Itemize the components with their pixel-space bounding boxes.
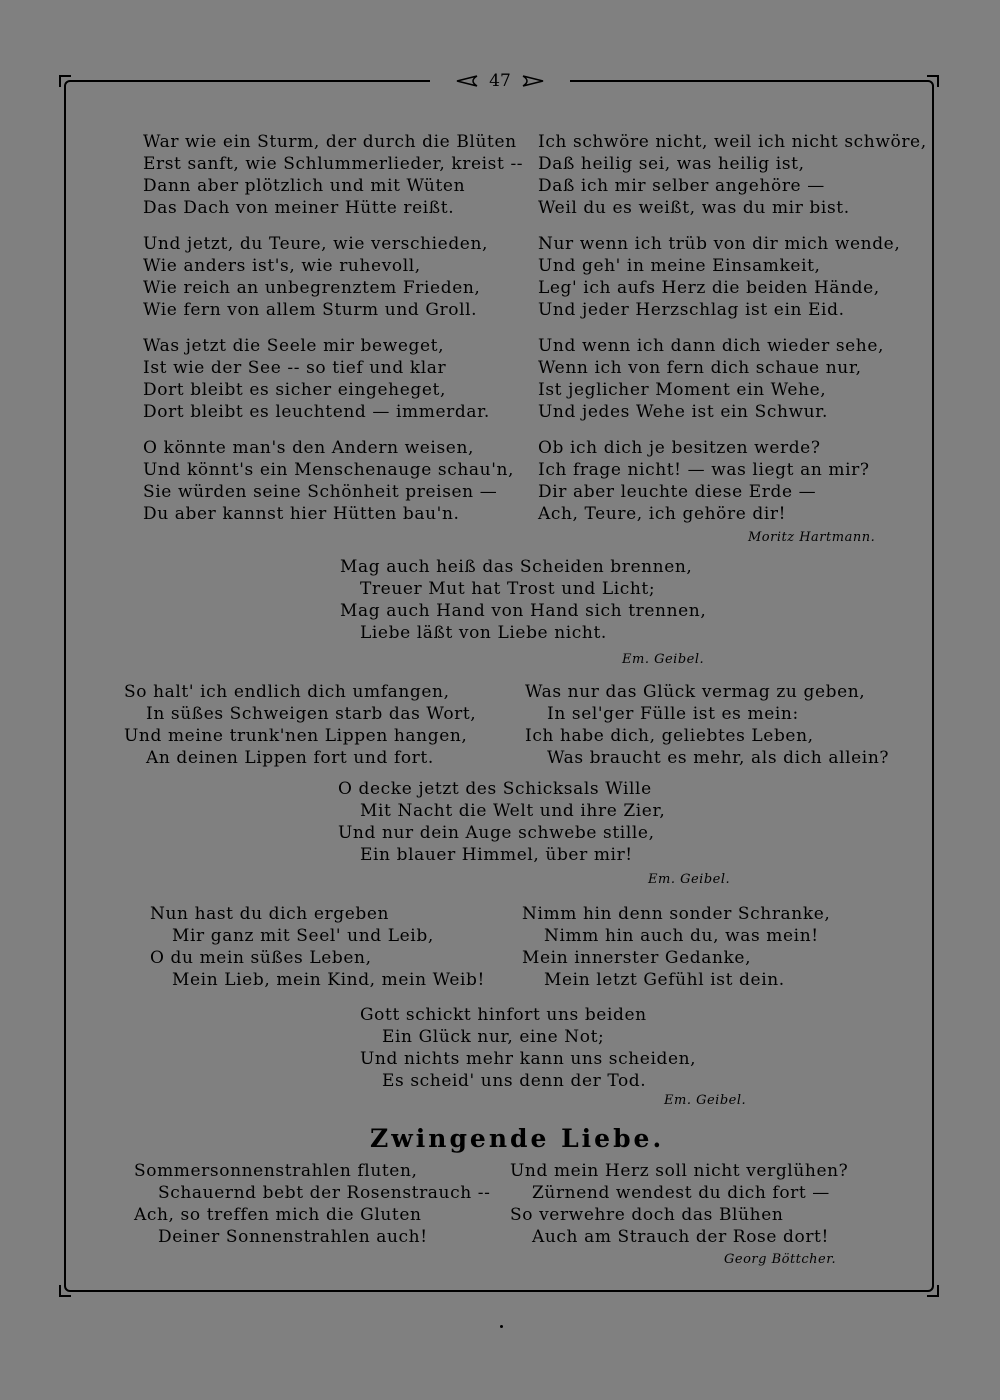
poem-line: O könnte man's den Andern weisen, xyxy=(143,438,475,458)
poem-line: O du mein süßes Leben, xyxy=(150,948,372,968)
poem-line: Wie anders ist's, wie ruhevoll, xyxy=(143,256,421,276)
poem-line: Ich frage nicht! — was liegt an mir? xyxy=(538,460,870,480)
poem-line: Nimm hin auch du, was mein! xyxy=(544,926,819,946)
poem-line: Leg' ich aufs Herz die beiden Hände, xyxy=(538,278,880,298)
poem-line: Und jedes Wehe ist ein Schwur. xyxy=(538,402,829,422)
frame-corner-ornament xyxy=(927,75,939,87)
poem-line: Was braucht es mehr, als dich allein? xyxy=(547,748,890,768)
left-ornament-icon xyxy=(453,74,479,88)
poem-line: Mag auch Hand von Hand sich trennen, xyxy=(340,601,707,621)
poem-line: Ist wie der See -- so tief und klar xyxy=(143,358,447,378)
poem-line: Du aber kannst hier Hütten bau'n. xyxy=(143,504,460,524)
author-signature: Georg Böttcher. xyxy=(724,1252,837,1267)
page-number-header xyxy=(430,66,570,96)
right-ornament-icon xyxy=(521,74,547,88)
poem-line: Mein innerster Gedanke, xyxy=(522,948,752,968)
poem-line: Dir aber leuchte diese Erde — xyxy=(538,482,817,502)
poem-line: Dann aber plötzlich und mit Wüten xyxy=(143,176,466,196)
poem-line: Und mein Herz soll nicht verglühen? xyxy=(510,1161,849,1181)
poem-line: Sommersonnenstrahlen fluten, xyxy=(134,1161,418,1181)
poem-line: Und nur dein Auge schwebe stille, xyxy=(338,823,655,843)
frame-corner-ornament xyxy=(59,75,71,87)
poem-line: An deinen Lippen fort und fort. xyxy=(146,748,434,768)
poem-line: Nur wenn ich trüb von dir mich wende, xyxy=(538,234,901,254)
poem-line: Ein blauer Himmel, über mir! xyxy=(360,845,633,865)
poem-line: Zürnend wendest du dich fort — xyxy=(532,1183,830,1203)
poem-line: Was nur das Glück vermag zu geben, xyxy=(525,682,866,702)
poem-line: Gott schickt hinfort uns beiden xyxy=(360,1005,647,1025)
frame-corner-ornament xyxy=(927,1285,939,1297)
poem-line: Mir ganz mit Seel' und Leib, xyxy=(172,926,434,946)
poem-line: Nun hast du dich ergeben xyxy=(150,904,390,924)
poem-line: Daß ich mir selber angehöre — xyxy=(538,176,825,196)
poem-line: Ist jeglicher Moment ein Wehe, xyxy=(538,380,827,400)
poem-line: Ach, so treffen mich die Gluten xyxy=(134,1205,422,1225)
poem-line: Erst sanft, wie Schlummerlieder, kreist -- xyxy=(143,154,524,174)
poem-line: Ich schwöre nicht, weil ich nicht schwöre, xyxy=(538,132,927,152)
poem-line: Was jetzt die Seele mir beweget, xyxy=(143,336,445,356)
poem-line: Ich habe dich, geliebtes Leben, xyxy=(525,726,814,746)
poem-line: Schauernd bebt der Rosenstrauch -- xyxy=(158,1183,491,1203)
poem-line: Das Dach von meiner Hütte reißt. xyxy=(143,198,455,218)
poem-line: In süßes Schweigen starb das Wort, xyxy=(146,704,477,724)
poem-line: Wenn ich von fern dich schaue nur, xyxy=(538,358,862,378)
poem-line: Liebe läßt von Liebe nicht. xyxy=(360,623,607,643)
poem-line: Und meine trunk'nen Lippen hangen, xyxy=(124,726,468,746)
author-signature: Em. Geibel. xyxy=(648,872,731,887)
poem-line: Ein Glück nur, eine Not; xyxy=(382,1027,605,1047)
poem-line: Dort bleibt es sicher eingeheget, xyxy=(143,380,446,400)
poem-line: Wie fern von allem Sturm und Groll. xyxy=(143,300,478,320)
poem-line: So halt' ich endlich dich umfangen, xyxy=(124,682,450,702)
stray-mark xyxy=(500,1325,503,1328)
poem-line: Und jetzt, du Teure, wie verschieden, xyxy=(143,234,489,254)
poem-line: Wie reich an unbegrenztem Frieden, xyxy=(143,278,481,298)
poem-line: Und nichts mehr kann uns scheiden, xyxy=(360,1049,697,1069)
frame-corner-ornament xyxy=(59,1285,71,1297)
poem-line: Und könnt's ein Menschenauge schau'n, xyxy=(143,460,515,480)
poem-line: Und wenn ich dann dich wieder sehe, xyxy=(538,336,885,356)
poem-line: Deiner Sonnenstrahlen auch! xyxy=(158,1227,428,1247)
poem-line: Auch am Strauch der Rose dort! xyxy=(532,1227,829,1247)
poem-line: Und jeder Herzschlag ist ein Eid. xyxy=(538,300,845,320)
poem-line: Treuer Mut hat Trost und Licht; xyxy=(360,579,656,599)
author-signature: Moritz Hartmann. xyxy=(748,530,876,545)
poem-line: Dort bleibt es leuchtend — immerdar. xyxy=(143,402,490,422)
poem-line: Ach, Teure, ich gehöre dir! xyxy=(538,504,787,524)
poem-line: So verwehre doch das Blühen xyxy=(510,1205,784,1225)
poem-line: Weil du es weißt, was du mir bist. xyxy=(538,198,850,218)
poem-line: O decke jetzt des Schicksals Wille xyxy=(338,779,652,799)
poem-line: War wie ein Sturm, der durch die Blüten xyxy=(143,132,517,152)
poem-line: Es scheid' uns denn der Tod. xyxy=(382,1071,647,1091)
poem-line: Mein letzt Gefühl ist dein. xyxy=(544,970,785,990)
poem-line: Daß heilig sei, was heilig ist, xyxy=(538,154,805,174)
poem-line: Nimm hin denn sonder Schranke, xyxy=(522,904,831,924)
poem-line: Ob ich dich je besitzen werde? xyxy=(538,438,821,458)
poem-line: In sel'ger Fülle ist es mein: xyxy=(547,704,799,724)
poem-title-heading: Zwingende Liebe. xyxy=(370,1124,665,1153)
author-signature: Em. Geibel. xyxy=(622,652,705,667)
poem-line: Mein Lieb, mein Kind, mein Weib! xyxy=(172,970,485,990)
poem-line: Mag auch heiß das Scheiden brennen, xyxy=(340,557,693,577)
poem-line: Sie würden seine Schönheit preisen — xyxy=(143,482,498,502)
poem-line: Und geh' in meine Einsamkeit, xyxy=(538,256,821,276)
poem-line: Mit Nacht die Welt und ihre Zier, xyxy=(360,801,666,821)
author-signature: Em. Geibel. xyxy=(664,1093,747,1108)
page-number: 47 xyxy=(489,71,511,91)
